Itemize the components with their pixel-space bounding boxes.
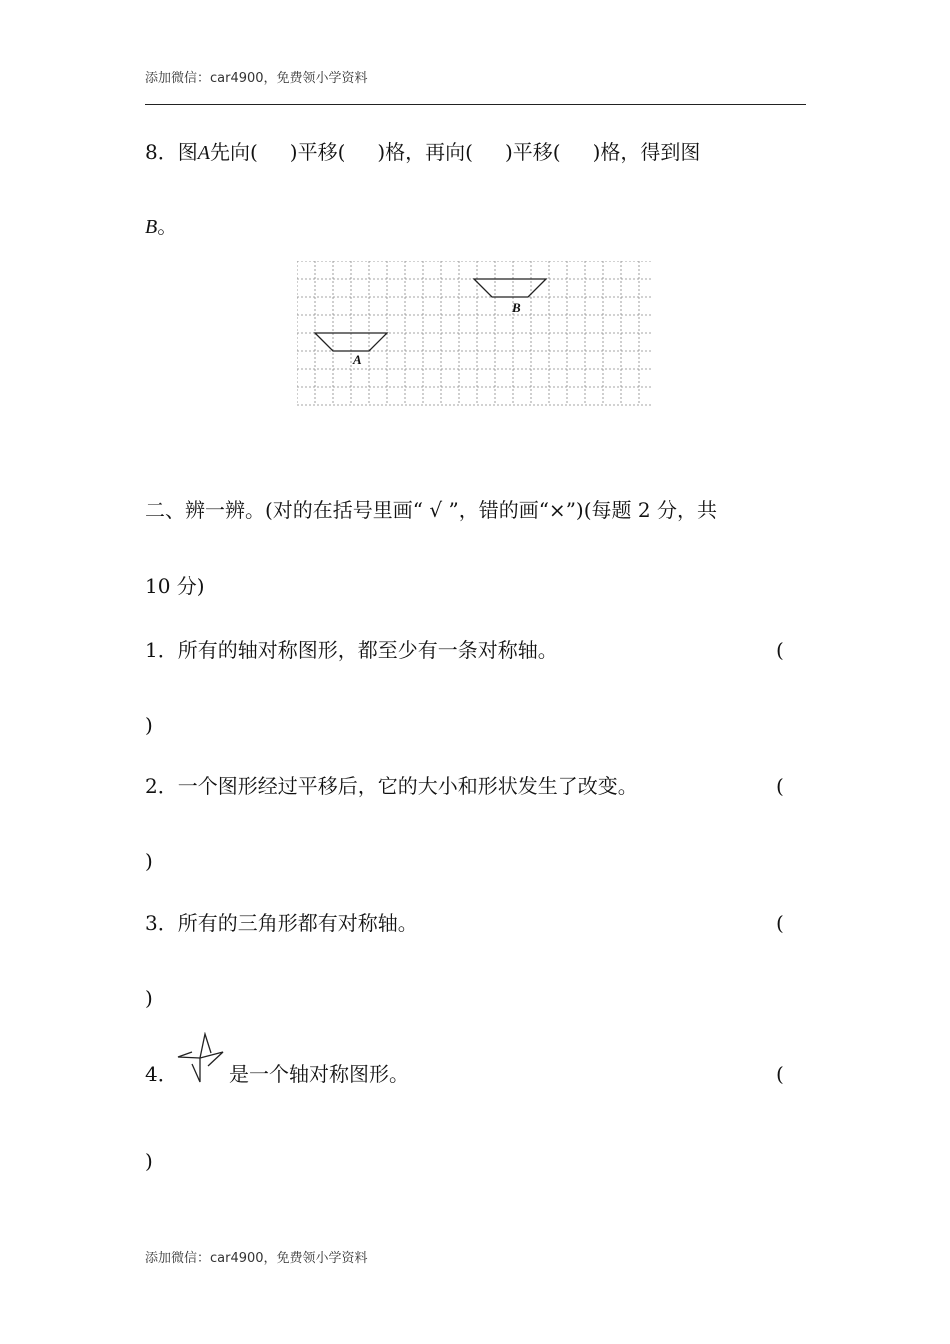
answer-paren-close-1: ) [145, 713, 153, 737]
q8-text-part1: 先向( [209, 140, 258, 164]
item-statement: 所有的轴对称图形，都至少有一条对称轴。 [177, 638, 558, 662]
page-footer: 添加微信：car4900，免费领小学资料 [145, 1251, 368, 1266]
question-8-line2 [145, 214, 177, 239]
q8-text-pre: 图 [177, 140, 198, 164]
pinwheel-figure [175, 1032, 225, 1084]
section-2-title-line1: 二、辨一辨。(对的在括号里画“ √ ”，错的画“×”)(每题 2 分，共 [145, 498, 717, 522]
q8-figure-a: A [197, 142, 210, 164]
q8-text-part5: )格，得到图 [592, 140, 701, 164]
answer-paren-close-2: ) [145, 849, 153, 873]
q8-text-part2: )平移( [289, 140, 346, 164]
answer-paren-open-4[interactable]: ( [776, 1062, 784, 1086]
q8-text-end: 。 [157, 214, 178, 238]
answer-paren-open-2[interactable]: ( [776, 774, 784, 798]
judge-item-1 [145, 638, 558, 662]
item-statement: 所有的三角形都有对称轴。 [177, 911, 418, 935]
judge-item-2 [145, 774, 638, 798]
trapezoid-b [474, 279, 546, 297]
answer-paren-open-1[interactable]: ( [776, 638, 784, 662]
item-statement: 一个图形经过平移后，它的大小和形状发生了改变。 [177, 774, 638, 798]
judge-item-4: 是一个轴对称图形。 [229, 1062, 409, 1086]
judge-item-4-number: 4． [145, 1062, 178, 1086]
answer-paren-close-3: ) [145, 986, 153, 1010]
answer-paren-close-4: ) [145, 1149, 153, 1173]
item-number: 2． [145, 774, 178, 798]
question-number: 8． [145, 140, 178, 164]
question-8-line1 [145, 140, 700, 165]
page-header: 添加微信：car4900，免费领小学资料 [145, 71, 368, 86]
label-a: A [353, 352, 362, 367]
label-b: B [512, 300, 521, 315]
judge-item-3 [145, 911, 418, 935]
item-number: 1． [145, 638, 178, 662]
q8-text-part4: )平移( [504, 140, 561, 164]
item-number: 3． [145, 911, 178, 935]
section-2-title-line2: 10 分) [145, 574, 205, 598]
header-divider [145, 104, 806, 105]
translation-grid-figure [297, 261, 653, 406]
answer-paren-open-3[interactable]: ( [776, 911, 784, 935]
q8-figure-b: B [145, 216, 158, 238]
q8-text-part3: )格，再向( [377, 140, 473, 164]
